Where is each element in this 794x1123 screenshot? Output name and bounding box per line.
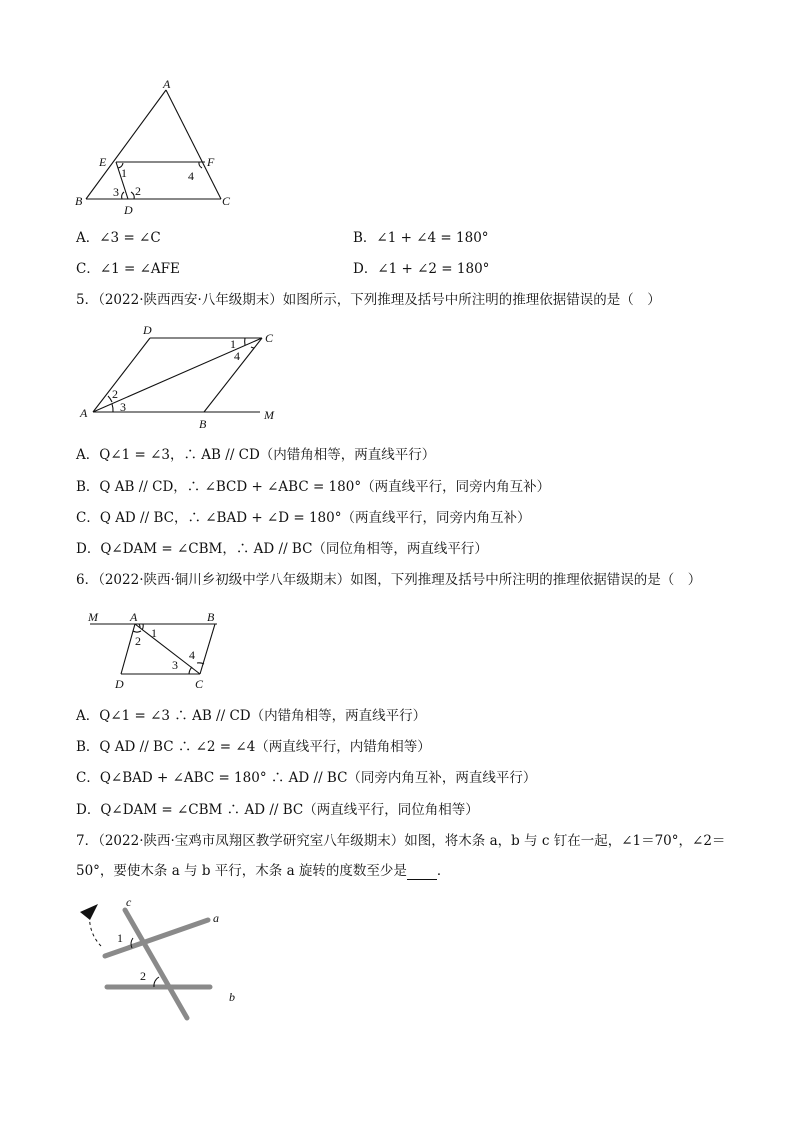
q5-angle-4: 4 — [234, 349, 240, 363]
q7-label-b: b — [229, 990, 235, 1004]
q6-label-B: B — [207, 610, 215, 624]
q5-option-a[interactable]: A．Q∠1 = ∠3，∴ AB // CD（内错角相等，两直线平行） — [76, 447, 436, 463]
q6-angle-3: 3 — [172, 658, 178, 672]
q4-label-C: C — [222, 194, 231, 208]
q7-stem-line2 — [76, 862, 450, 880]
q7-answer-blank[interactable] — [407, 865, 437, 880]
q4-angle-4: 4 — [188, 169, 194, 183]
q7-angle-1: 1 — [117, 931, 123, 945]
q5-label-C: C — [265, 331, 274, 345]
q6-angle-1: 1 — [151, 626, 157, 640]
q5-label-B: B — [199, 417, 207, 431]
q7-label-a: a — [213, 911, 219, 925]
q5-angle-2: 2 — [112, 387, 118, 401]
q6-label-D: D — [115, 677, 124, 691]
q7-stem-text: 50°，要使木条 a 与 b 平行，木条 a 旋转的度数至少是 — [76, 863, 407, 879]
q4-label-F: F — [207, 155, 215, 169]
q4-option-a[interactable]: A．∠3 = ∠C — [76, 230, 161, 246]
q4-angle-3: 3 — [113, 185, 119, 199]
q4-option-c[interactable]: C．∠1 = ∠AFE — [76, 261, 180, 277]
q6-angle-4: 4 — [189, 648, 195, 662]
q5-option-b[interactable]: B．Q AB // CD，∴ ∠BCD + ∠ABC = 180°（两直线平行，同旁内角互补） — [76, 479, 551, 495]
q5-label-A: A — [80, 406, 88, 420]
q4-label-D: D — [124, 203, 133, 217]
q5-label-D: D — [143, 323, 152, 337]
q4-angle-2: 2 — [135, 184, 141, 198]
q6-option-b[interactable]: B．Q AD // BC ∴ ∠2 = ∠4（两直线平行，内错角相等） — [76, 739, 431, 755]
q6-label-M: M — [88, 610, 98, 624]
q6-option-a[interactable]: A．Q∠1 = ∠3 ∴ AB // CD（内错角相等，两直线平行） — [76, 708, 427, 724]
q7-stem-line1: 7．（2022·陕西·宝鸡市凤翔区教学研究室八年级期末）如图，将木条 a，b 与 c 钉在一起，∠1＝70°，∠2＝ — [76, 833, 726, 849]
q7-label-c: c — [126, 895, 132, 909]
q6-stem: 6．（2022·陕西·铜川乡初级中学八年级期末）如图，下列推理及括号中所注明的推理依据错误的是（ ） — [76, 572, 702, 588]
q6-label-C: C — [195, 677, 204, 691]
q5-angle-1: 1 — [230, 337, 236, 351]
q4-label-A: A — [163, 77, 171, 91]
q4-option-d[interactable]: D．∠1 + ∠2 = 180° — [353, 261, 490, 277]
q4-option-b[interactable]: B．∠1 + ∠4 = 180° — [353, 230, 489, 246]
q4-angle-1: 1 — [121, 166, 127, 180]
q5-option-d[interactable]: D．Q∠DAM = ∠CBM，∴ AD // BC（同位角相等，两直线平行） — [76, 541, 488, 557]
q7-angle-2: 2 — [140, 969, 146, 983]
q4-label-B: B — [75, 194, 83, 208]
q6-option-c[interactable]: C．Q∠BAD + ∠ABC = 180° ∴ AD // BC（同旁内角互补，两直线平行） — [76, 770, 537, 786]
q5-stem: 5．（2022·陕西西安·八年级期末）如图所示，下列推理及括号中所注明的推理依据错误的是（ ） — [76, 292, 661, 308]
rotation-arrow-icon — [80, 904, 98, 920]
q6-angle-2: 2 — [135, 634, 141, 648]
q5-option-c[interactable]: C．Q AD // BC，∴ ∠BAD + ∠D = 180°（两直线平行，同旁内角互补） — [76, 510, 531, 526]
q5-angle-3: 3 — [120, 400, 126, 414]
q4-label-E: E — [99, 155, 107, 169]
q6-option-d[interactable]: D．Q∠DAM = ∠CBM ∴ AD // BC（两直线平行，同位角相等） — [76, 802, 479, 818]
q7-stem-end: ． — [436, 863, 451, 879]
q5-label-M: M — [264, 408, 274, 422]
q6-label-A: A — [130, 610, 138, 624]
